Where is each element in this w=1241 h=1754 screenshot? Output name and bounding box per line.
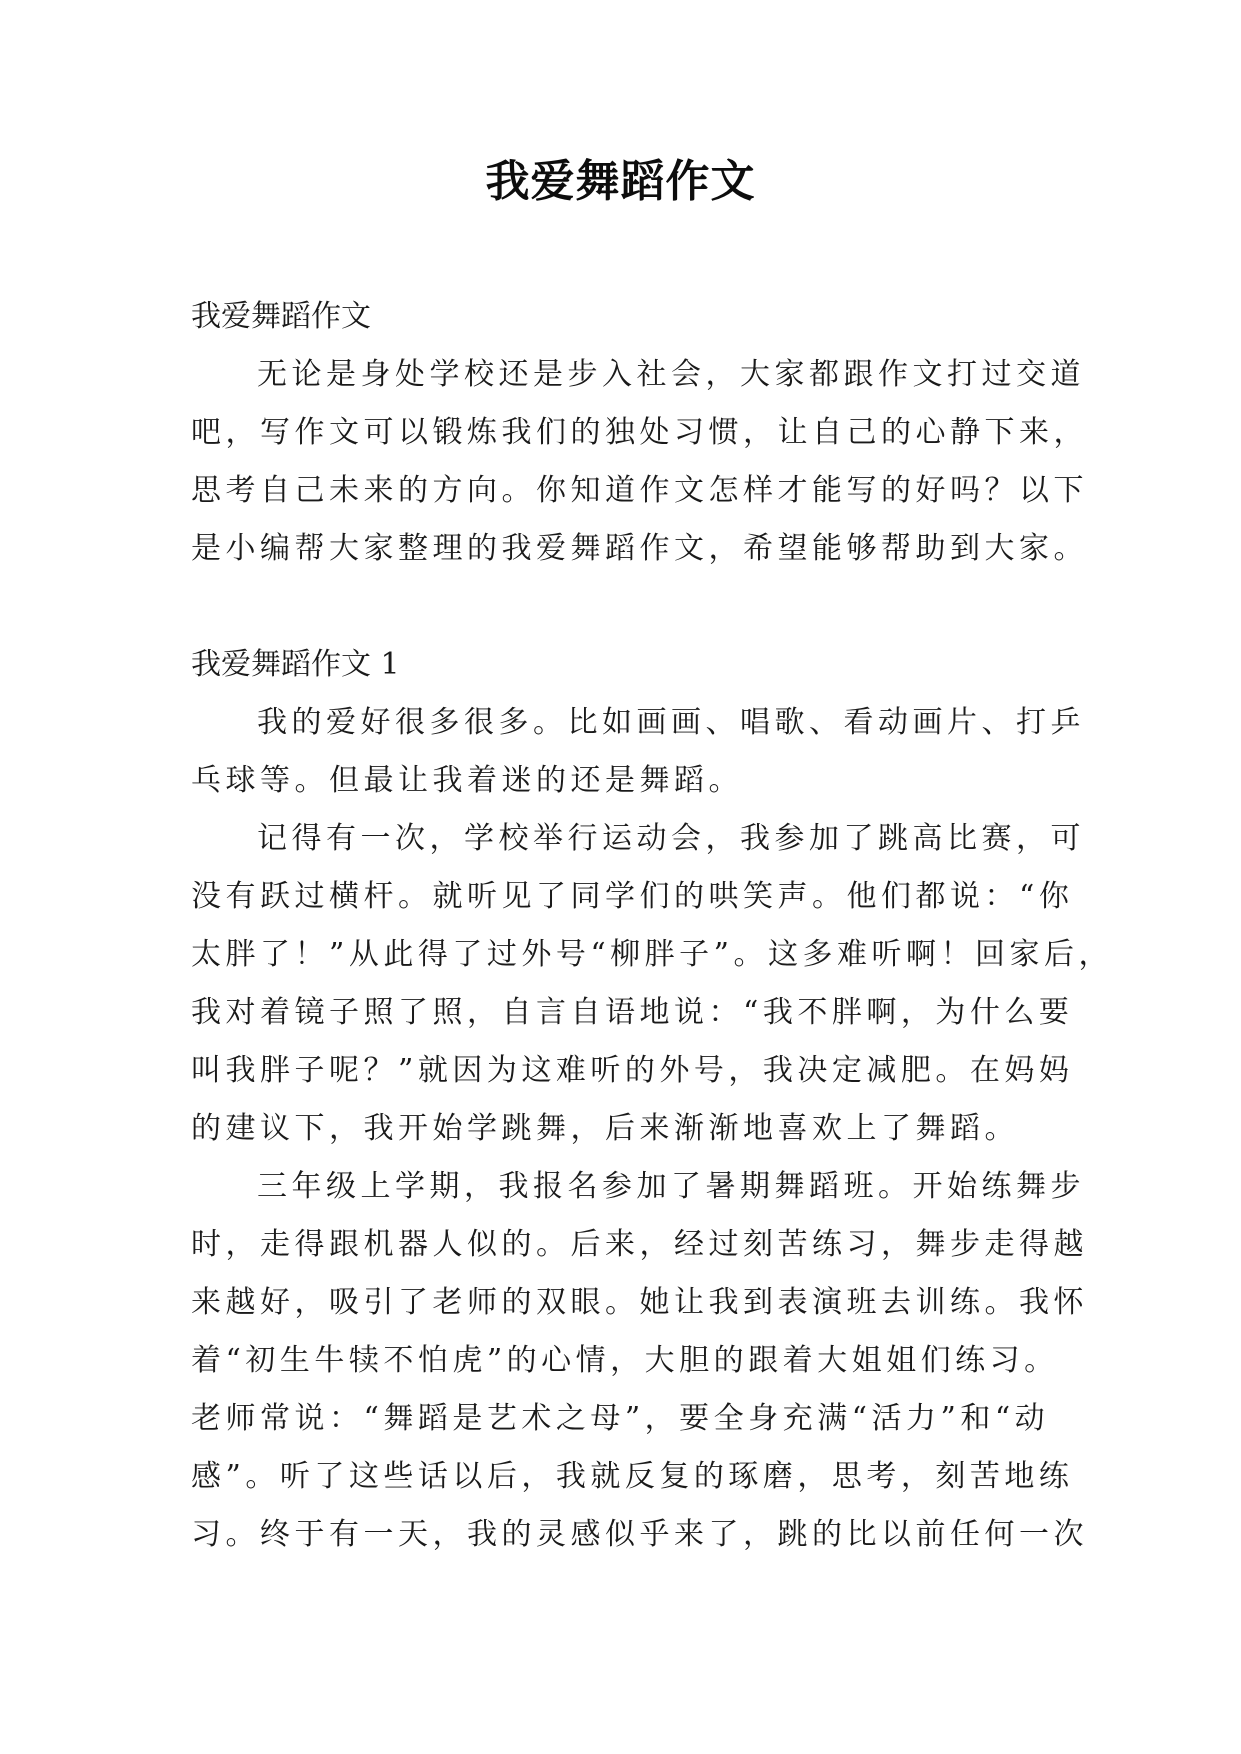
paragraph-line: 叫我胖子呢？”就因为这难听的外号，我决定减肥。在妈妈 xyxy=(191,1053,1074,1088)
document-body xyxy=(191,288,1114,1564)
essay-heading: 我爱舞蹈作文 1 xyxy=(191,647,400,682)
paragraph-line: 吧，写作文可以锻炼我们的独处习惯，让自己的心静下来， xyxy=(191,415,1088,450)
paragraph-line: 我的爱好很多很多。比如画画、唱歌、看动画片、打乒 xyxy=(257,705,1085,740)
paragraph-line: 感”。听了这些话以后，我就反复的琢磨，思考，刻苦地练 xyxy=(191,1459,1074,1494)
paragraph-line: 思考自己未来的方向。你知道作文怎样才能写的好吗？以下 xyxy=(191,473,1088,508)
intro-paragraph xyxy=(191,346,1088,578)
paragraph-line: 我对着镜子照了照，自言自语地说：“我不胖啊，为什么要 xyxy=(191,995,1074,1030)
essay-paragraph-1 xyxy=(191,694,1085,810)
paragraph-line: 来越好，吸引了老师的双眼。她让我到表演班去训练。我怀 xyxy=(191,1285,1088,1320)
paragraph-line: 太胖了！”从此得了过外号“柳胖子”。这多难听啊！回家后， xyxy=(191,937,1114,972)
essay-paragraph-2 xyxy=(191,810,1114,1158)
paragraph-line: 无论是身处学校还是步入社会，大家都跟作文打过交道 xyxy=(257,357,1085,392)
intro-heading: 我爱舞蹈作文 xyxy=(191,299,371,334)
document-title: 我爱舞蹈作文 xyxy=(485,156,756,207)
paragraph-line: 记得有一次，学校举行运动会，我参加了跳高比赛，可 xyxy=(257,821,1085,856)
essay-paragraph-3 xyxy=(191,1158,1088,1564)
paragraph-line: 习。终于有一天，我的灵感似乎来了，跳的比以前任何一次 xyxy=(191,1517,1088,1552)
paragraph-line: 没有跃过横杆。就听见了同学们的哄笑声。他们都说：“你 xyxy=(191,879,1074,914)
paragraph-line: 时，走得跟机器人似的。后来，经过刻苦练习，舞步走得越 xyxy=(191,1227,1088,1262)
paragraph-line: 三年级上学期，我报名参加了暑期舞蹈班。开始练舞步 xyxy=(257,1169,1085,1204)
paragraph-line: 乓球等。但最让我着迷的还是舞蹈。 xyxy=(191,763,743,798)
paragraph-line: 老师常说：“舞蹈是艺术之母”，要全身充满“活力”和“动 xyxy=(191,1401,1050,1436)
section-spacer xyxy=(191,578,1051,636)
paragraph-line: 是小编帮大家整理的我爱舞蹈作文，希望能够帮助到大家。 xyxy=(191,531,1088,566)
paragraph-line: 着“初生牛犊不怕虎”的心情，大胆的跟着大姐姐们练习。 xyxy=(191,1343,1059,1378)
paragraph-line: 的建议下，我开始学跳舞，后来渐渐地喜欢上了舞蹈。 xyxy=(191,1111,1019,1146)
